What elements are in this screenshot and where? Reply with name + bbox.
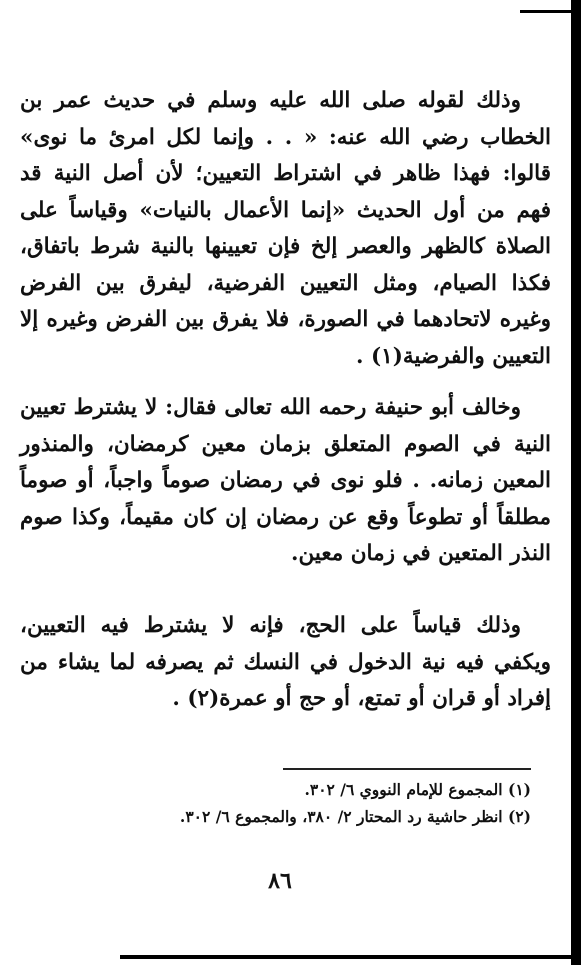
footnote-separator xyxy=(283,768,531,770)
page-edge-top xyxy=(520,10,581,13)
paragraph-text: وخالف أبو حنيفة رحمه الله تعالى فقال: لا يشترط تعيين النية في الصوم المتعلق بزمان معين كرمضان، والمنذور المعين زمانه. . فلو نوى في رمضان صوماً واجباً، أو صوماً مطلقاً أو تطوعاً وقع عن رمضان إن كان مقيماً، وكذا صوم النذر المتعين في زمان معين. xyxy=(20,395,551,566)
body-paragraph-2 xyxy=(20,390,551,573)
footnotes xyxy=(20,776,531,830)
paragraph-text: وذلك لقوله صلى الله عليه وسلم في حديث عمر بن الخطاب رضي الله عنه: « . . وإنما لكل امرئ ما نوى» قالوا: فهذا ظاهر في اشتراط التعيين؛ لأن أصل النية قد فهم من أول الحديث «إنما الأعمال بالنيات» وقياساً على الصلاة كالظهر والعصر إلخ فإن تعيينها بالنية شرط باتفاق، فكذا الصيام، ومثل التعيين الفرضية، ليفرق بين الفرض وغيره لاتحادهما في الصورة، فلا يفرق بين الفرض وغيره إلا التعيين والفرضية(١) . xyxy=(20,88,551,369)
footnote-2: (٢) انظر حاشية رد المحتار ٢/ ٣٨٠، والمجموع ٦/ ٣٠٢. xyxy=(179,807,531,826)
body-paragraph-1 xyxy=(20,83,551,375)
footnote-1: (١) المجموع للإمام النووي ٦/ ٣٠٢. xyxy=(304,780,531,799)
page-edge-right xyxy=(571,0,581,965)
page-edge-bottom xyxy=(120,955,581,959)
body-paragraph-3 xyxy=(20,608,551,718)
paragraph-text: وذلك قياساً على الحج، فإنه لا يشترط فيه التعيين، ويكفي فيه نية الدخول في النسك ثم يصرفه لما يشاء من إفراد أو قران أو تمتع، أو حج أو عمرة(٢) . xyxy=(20,613,551,711)
page-number: ٨٦ xyxy=(268,868,292,894)
